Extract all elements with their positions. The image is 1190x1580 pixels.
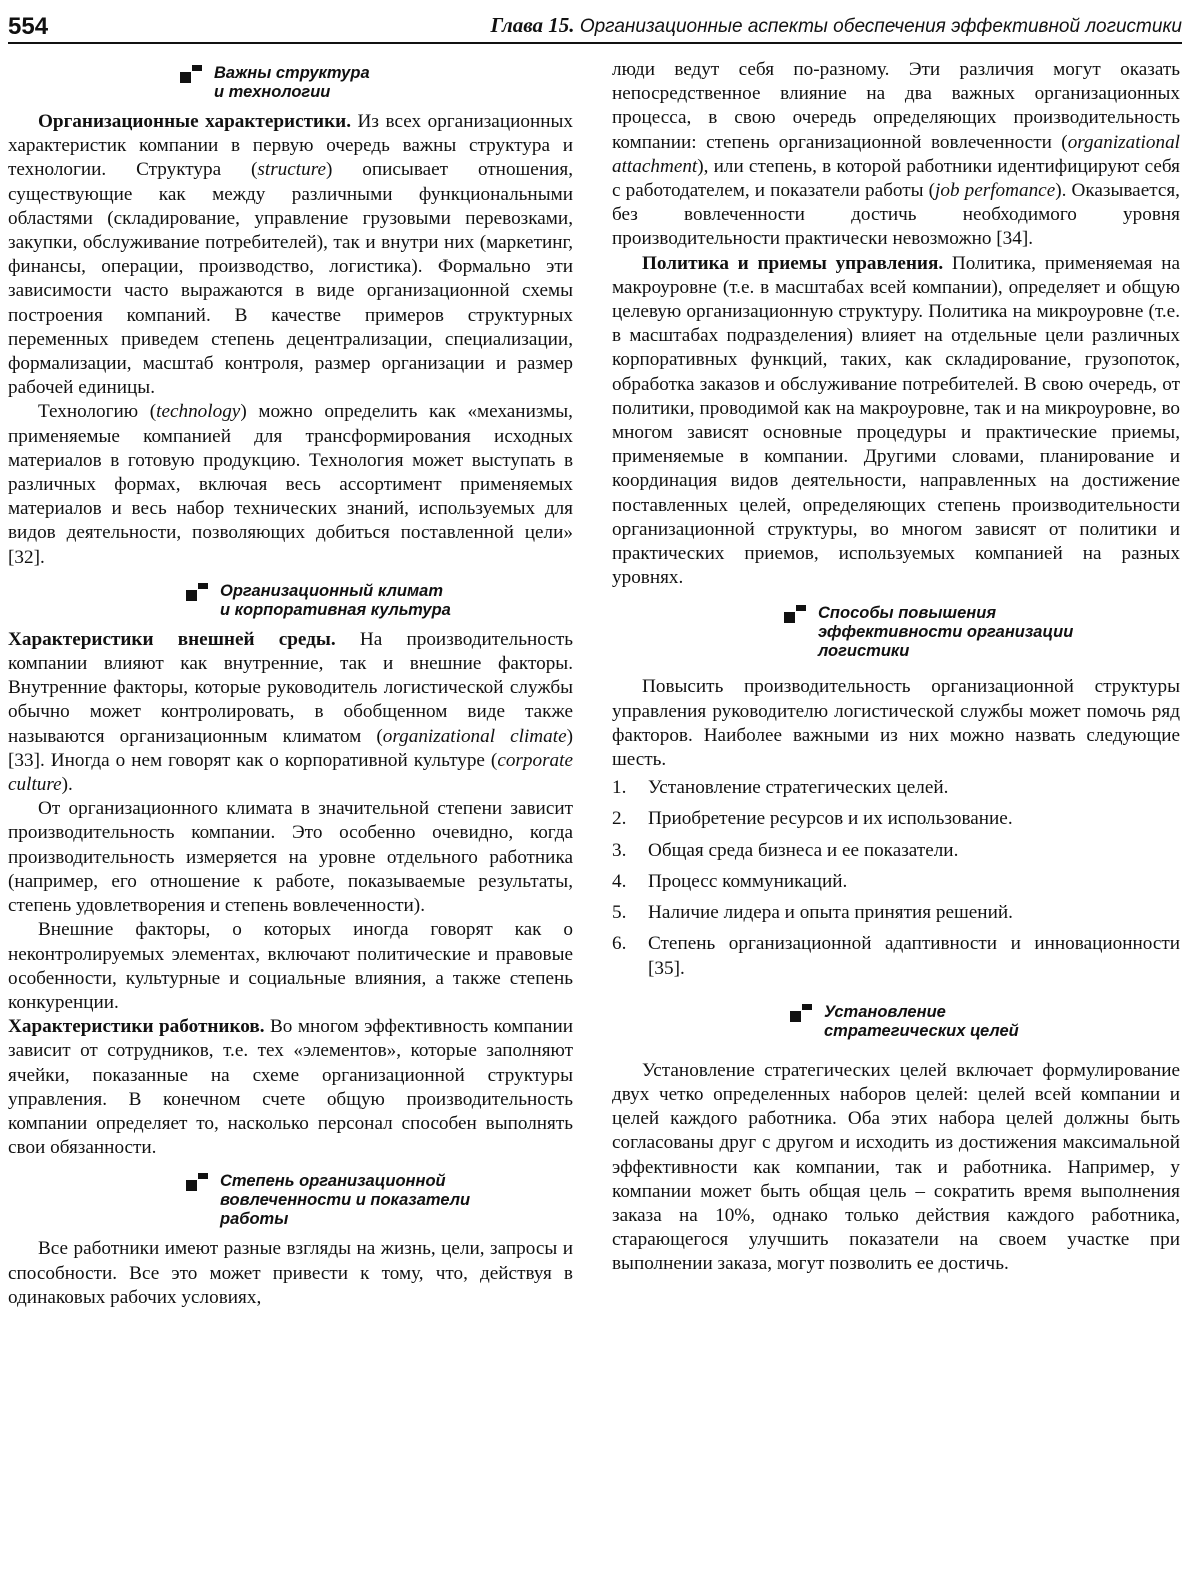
heading-line: Способы повышения [818, 604, 997, 623]
term: technology [156, 401, 241, 423]
section-heading-attachment [8, 1172, 573, 1229]
heading-line: эффективности организации [818, 623, 1074, 642]
text-run: Во многом эффективность компании зависит от сотрудников, т.е. тех «элементов», которые заполняют ячейки, показанные на схеме организационной структуры управления. В конечном счете общую производительность компании определяет то, насколько персонал способен выполнять свои обязанности. [8, 1016, 573, 1159]
section-marker-icon [186, 583, 208, 601]
paragraph: Внешние факторы, о которых иногда говорят как о неконтролируемых элементах, включают политические и правовые особенности, культурные и социальные влияния, а также степень конкуренции. [8, 919, 573, 1013]
list-item [612, 776, 1180, 800]
heading-line: Организационный климат [220, 581, 443, 600]
heading-line: Установление [824, 1002, 946, 1021]
paragraph: Повысить производительность организационной структуры управления руководителю логистической службы может помочь ряд факторов. Наиболее важными из них можно назвать следующие шесть. [612, 676, 1180, 771]
right-column [612, 58, 1180, 1576]
heading-line: работы [220, 1210, 289, 1229]
run-in-heading: Организационные характеристики. [38, 111, 351, 132]
list-text: Общая среда бизнеса и ее показатели. [648, 839, 959, 861]
list-number: 4. [612, 870, 627, 892]
text-run: ), или степень, в которой работники идентифицируют себя с работодателем, и показатели работы ( [612, 155, 1180, 202]
list-item [612, 870, 1180, 894]
chapter-label: Глава 15. [490, 13, 575, 37]
text-run: ) описывает отношения, существующие как между различными функциональными областями (складирование, управление грузовыми перевозками, закупки, обслуживание потребителей), так и внутри них (маркетинг, финансы, операции, производство, логистика). Формально эти зависимости часто выражаются в виде организационной схемы построения компаний. В качестве примеров структурных переменных приведем степень децентрализации, специализации, формализации, масштаб контроля, размер организации и размер рабочей единицы. [8, 159, 573, 399]
factor-list [612, 776, 1180, 980]
text-run: Технологию ( [38, 401, 157, 423]
text-run: ) [33]. Иногда о нем говорят как о корпоративной культуре ( [8, 725, 573, 771]
running-header [8, 6, 1182, 44]
paragraph [612, 58, 1180, 252]
heading-line: вовлеченности и показатели [220, 1191, 471, 1210]
heading-line: и корпоративная культура [220, 600, 451, 619]
list-item [612, 901, 1180, 925]
term: corporate culture [8, 749, 573, 796]
text-run: люди ведут себя по-разному. Эти различия могут оказать непосредственное влияние на два важных организационных процесса, в свою очередь определяющих производительность компании: степень организационной вовлеченности ( [612, 59, 1180, 153]
heading-line: стратегических целей [824, 1021, 1019, 1040]
chapter-title: Организационные аспекты обеспечения эффективной логистики [579, 16, 1182, 37]
heading-line: Степень организационной [220, 1172, 446, 1191]
section-heading-goals [612, 1003, 1180, 1041]
section-heading-improvement [612, 604, 1180, 661]
text-run: Политика, применяемая на макроуровне (т.е. в масштабах всей компании), определяет и общую целевую организационную структуру. Политика на микроуровне (т.е. в масштабах подразделения) влияет на отдельные цели различных корпоративных функций, таких, как складирование, грузопоток, обработка заказов и обслуживание потребителей. В свою очередь, от политики, проводимой как на макроуровне, так и на микроуровне, во многом зависят основные процедуры и практические приемы, применяемые в компании. Другими словами, планирование и координация видов деятельности, направленных на достижение поставленных целей, определяющих степень производительности организационной структуры, во многом зависят от политики и практических приемов, используемых компанией на разных уровнях. [612, 252, 1180, 589]
list-item [612, 932, 1180, 980]
running-head [490, 10, 1182, 42]
section-marker-icon [784, 605, 806, 623]
run-in-heading: Политика и приемы управления. [642, 252, 944, 274]
paragraph [8, 628, 573, 797]
text-run: ). Оказывается, без вовлеченности достичь необходимого уровня производительности практически невозможно [34]. [612, 180, 1180, 250]
list-text: Процесс коммуникаций. [648, 870, 848, 892]
text-run: ) можно определить как «механизмы, применяемые компанией для трансформирования исходных материалов в готовую продукцию. Технология может выступать в различных формах, включая весь ассортимент применяемых материалов и весь набор технических знаний, используемых для видов деятельности, позволяющих добиться поставленной цели» [32]. [8, 401, 573, 568]
list-number: 1. [612, 777, 627, 799]
paragraph: Все работники имеют разные взгляды на жизнь, цели, запросы и способности. Все это может привести к тому, что, действуя в одинаковых рабочих условиях, [8, 1238, 573, 1308]
paragraph: От организационного климата в значительной степени зависит производительность компании. Это особенно очевидно, когда производительность измеряется на уровне отдельного работника (например, его отношение к работе, показываемые результаты, степень удовлетворения и степень вовлеченности). [8, 798, 573, 917]
section-marker-icon [180, 65, 202, 83]
text-run: Из всех организационных характеристик компании в первую очередь важны структура и технологии. Структура ( [8, 111, 573, 181]
run-in-heading: Характеристики работников. [8, 1016, 265, 1038]
paragraph: Установление стратегических целей включает формулирование двух четко определенных наборов целей: целей всей компании и целей каждого работника. Оба этих набора целей должны быть согласованы друг с другом и исходить из достижения максимальной эффективности как компании, так и работника. Например, у компании может быть общая цель – сократить время выполнения заказа на 10%, однако только действия каждого работника, старающегося улучшить показатели на своем участке при выполнении заказа, могут позволить ее достичь. [612, 1059, 1180, 1275]
list-number: 3. [612, 839, 627, 861]
list-text: Степень организационной адаптивности и инновационности [35]. [648, 933, 1180, 979]
list-text: Наличие лидера и опыта принятия решений. [648, 902, 1013, 924]
text-run: ). [61, 774, 73, 796]
list-item [612, 839, 1180, 863]
section-heading-climate [8, 582, 573, 620]
term: structure [257, 159, 326, 181]
section-heading-structure [8, 64, 573, 102]
paragraph [8, 1015, 573, 1160]
paragraph [8, 400, 573, 569]
term: organizational attachment [612, 131, 1180, 177]
page-number: 554 [8, 13, 49, 40]
section-marker-icon [186, 1173, 208, 1191]
heading-line: логистики [818, 642, 910, 661]
term: organizational climate [382, 725, 567, 747]
text-run: На производительность компании влияют как внутренние, так и внешние факторы. Внутренние факторы, которые руководитель логистической службы обычно может контролировать, в обобщенном виде также называются организационным климатом ( [8, 628, 573, 747]
run-in-heading: Характеристики внешней среды. [8, 628, 336, 650]
list-text: Установление стратегических целей. [648, 777, 949, 799]
heading-line: Важны структура [214, 64, 370, 82]
list-item [612, 807, 1180, 831]
list-number: 6. [612, 933, 627, 955]
section-marker-icon [790, 1004, 812, 1022]
list-number: 2. [612, 808, 627, 830]
paragraph [612, 252, 1180, 591]
list-text: Приобретение ресурсов и их использование. [648, 808, 1013, 830]
paragraph [8, 110, 573, 400]
left-column [8, 58, 573, 1576]
term: job perfomance [935, 180, 1056, 202]
list-number: 5. [612, 902, 627, 924]
heading-line: и технологии [214, 83, 331, 101]
